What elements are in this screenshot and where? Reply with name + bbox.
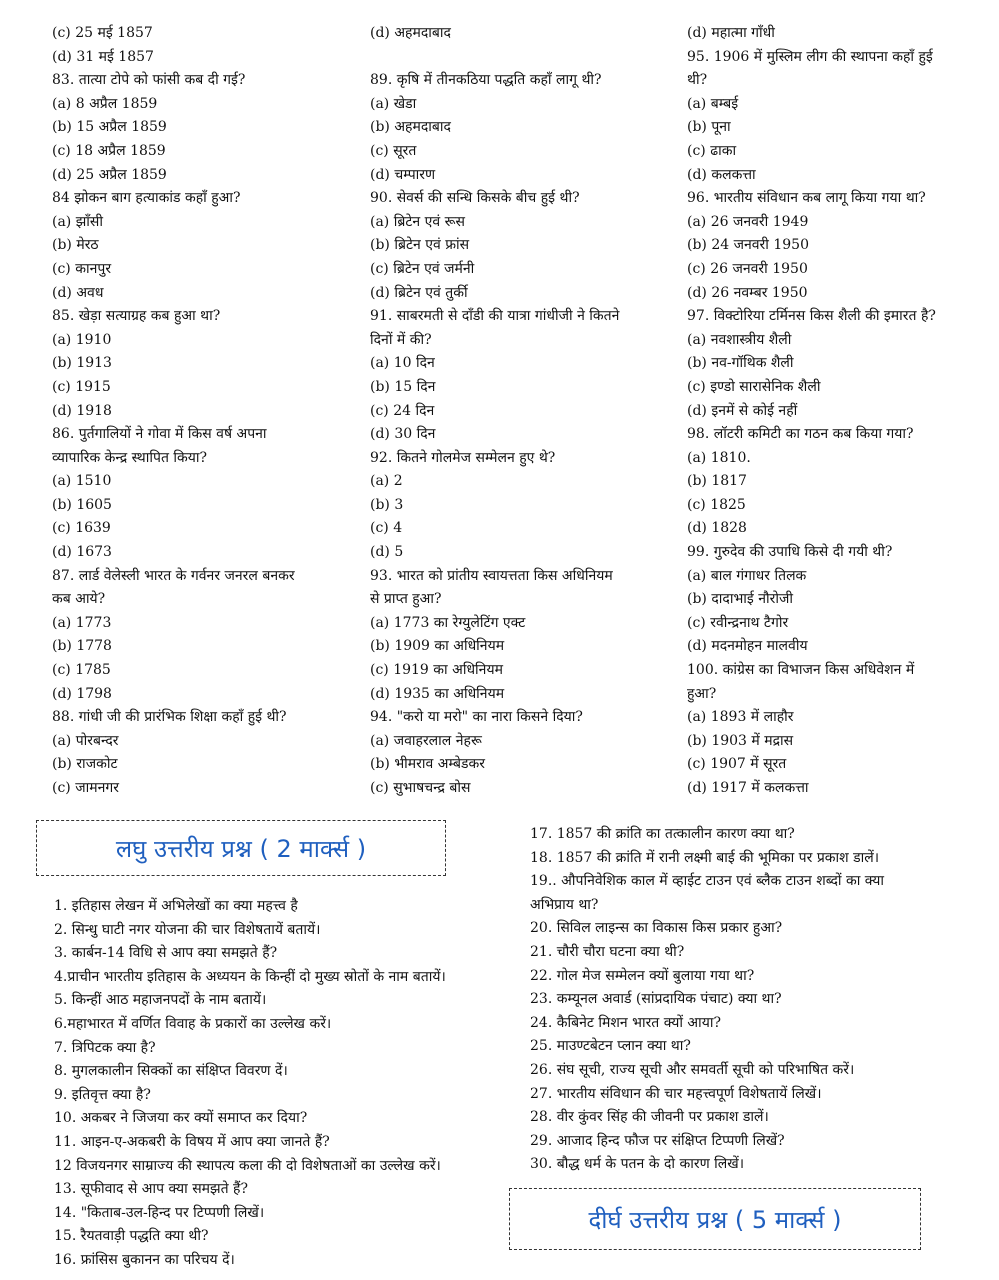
question-line: (a) 1510 [52, 473, 112, 490]
short-questions-right [530, 823, 884, 1177]
question-line: (d) 1935 का अधिनियम [370, 685, 505, 702]
question-line: (a) 1810. [687, 449, 751, 466]
question-line: (d) इनमें से कोई नहीं [687, 402, 798, 419]
question-line: 96. भारतीय संविधान कब लागू किया गया था? [687, 190, 926, 207]
question-line: 29. आजाद हिन्द फौज पर संक्षिप्त टिप्पणी लिखें? [530, 1132, 785, 1149]
question-line: 28. वीर कुंवर सिंह की जीवनी पर प्रकाश डालें। [530, 1109, 769, 1126]
question-line: (a) 10 दिन [370, 355, 435, 372]
question-line: 9. इतिवृत्त क्या है? [54, 1086, 151, 1103]
question-line: 2. सिन्धु घाटी नगर योजना की चार विशेषतायें बतायें। [54, 921, 321, 938]
question-line: 100. कांग्रेस का विभाजन किस अधिवेशन में [687, 662, 915, 679]
question-line: व्यापारिक केन्द्र स्थापित किया? [52, 449, 208, 466]
question-line: 98. लॉटरी कमिटी का गठन कब किया गया? [687, 426, 914, 443]
question-line: (b) 1605 [52, 496, 112, 513]
question-line: अभिप्राय था? [530, 896, 599, 913]
question-line: 14. "किताब-उल-हिन्द पर टिप्पणी लिखें। [54, 1204, 265, 1221]
question-line: (a) 8 अप्रैल 1859 [52, 95, 158, 112]
question-line: 16. फ्रांसिस बुकानन का परिचय दें। [54, 1251, 235, 1268]
question-line [370, 46, 619, 70]
question-line: (a) ब्रिटेन एवं रूस [370, 213, 465, 230]
question-line: (c) जामनगर [52, 780, 119, 796]
question-line: (c) 26 जनवरी 1950 [687, 260, 808, 277]
question-line: 1. इतिहास लेखन में अभिलेखों का क्या महत्त्व है [54, 898, 298, 914]
long-answer-heading: दीर्घ उत्तरीय प्रश्न ( 5 मार्क्स ) [588, 1205, 842, 1234]
question-line: (b) ब्रिटेन एवं फ्रांस [370, 237, 470, 254]
question-line: (c) 18 अप्रैल 1859 [52, 142, 166, 159]
short-answer-heading-box [36, 820, 446, 876]
question-line: (d) 1673 [52, 544, 112, 561]
question-line: (b) 15 दिन [370, 378, 436, 395]
question-line: (a) झाँसी [52, 213, 104, 230]
short-questions-left [54, 895, 446, 1273]
mcq-column-3 [687, 22, 936, 801]
question-line: 97. विक्टोरिया टर्मिनस किस शैली की इमारत है? [687, 308, 936, 325]
question-line: 13. सूफीवाद से आप क्या समझते हैं? [54, 1181, 248, 1198]
question-line: (d) 1828 [687, 520, 747, 537]
question-line: (b) 24 जनवरी 1950 [687, 237, 809, 254]
question-line: (c) 4 [370, 520, 403, 537]
question-line: (b) 1913 [52, 355, 112, 372]
question-line: (c) 1915 [52, 378, 111, 395]
question-line: 87. लार्ड वेलेस्ली भारत के गर्वनर जनरल बनकर [52, 567, 295, 584]
question-line: (a) 1773 [52, 614, 112, 631]
question-line: (c) इण्डो सारासेनिक शैली [687, 378, 821, 395]
question-line: (b) 1778 [52, 638, 112, 655]
question-line: 86. पुर्तगालियों ने गोवा में किस वर्ष अपना [52, 426, 267, 443]
question-line: (c) 1785 [52, 662, 111, 679]
question-line: 12 विजयनगर साम्राज्य की स्थापत्य कला की दो विशेषताओं का उल्लेख करें। [54, 1157, 441, 1174]
question-line: (b) नव-गॉथिक शैली [687, 355, 794, 372]
question-line: से प्राप्त हुआ? [370, 591, 442, 608]
question-line: हुआ? [687, 685, 717, 702]
mcq-column-1 [52, 22, 295, 801]
question-line: (c) 1907 में सूरत [687, 756, 787, 773]
question-line: (d) 25 अप्रैल 1859 [52, 166, 167, 183]
question-line: 89. कृषि में तीनकठिया पद्धति कहाँ लागू थी? [370, 72, 602, 89]
question-line: (c) सूरत [370, 142, 417, 159]
question-line: (a) पोरबन्दर [52, 732, 119, 749]
question-line: (a) 1773 का रेग्युलेटिंग एक्ट [370, 614, 526, 631]
question-line: (b) 15 अप्रैल 1859 [52, 119, 167, 136]
question-line: 7. त्रिपिटक क्या है? [54, 1039, 156, 1056]
question-line: 84 झोकन बाग हत्याकांड कहाँ हुआ? [52, 190, 241, 207]
question-line: (c) 25 मई 1857 [52, 25, 153, 41]
question-line: (b) दादाभाई नौरोजी [687, 591, 794, 608]
question-line: (d) कलकत्ता [687, 166, 756, 183]
question-line: (d) चम्पारण [370, 166, 436, 183]
question-line: (c) 1639 [52, 520, 111, 537]
question-line: (d) 26 नवम्बर 1950 [687, 284, 808, 301]
question-line: 26. संघ सूची, राज्य सूची और समवर्ती सूची को परिभाषित करें। [530, 1061, 855, 1078]
question-line: 95. 1906 में मुस्लिम लीग की स्थापना कहाँ हुई [687, 48, 933, 65]
question-line: (b) पूना [687, 119, 731, 136]
question-line: 5. किन्हीं आठ महाजनपदों के नाम बतायें। [54, 992, 267, 1009]
question-line: (b) 1817 [687, 473, 747, 490]
question-line: 20. सिविल लाइन्स का विकास किस प्रकार हुआ? [530, 920, 783, 937]
question-line: (d) महात्मा गाँधी [687, 25, 775, 41]
question-line: दिनों में की? [370, 331, 432, 348]
mcq-column-2 [370, 22, 619, 801]
question-line: (b) अहमदाबाद [370, 119, 451, 136]
question-line: 90. सेवर्स की सन्धि किसके बीच हुई थी? [370, 190, 580, 207]
question-line: (d) 1917 में कलकत्ता [687, 780, 809, 796]
question-line: (c) ढाका [687, 142, 737, 159]
question-line: 23. कम्यूनल अवार्ड (सांप्रदायिक पंचाट) क्या था? [530, 991, 782, 1008]
question-line: (d) 1918 [52, 402, 112, 419]
question-line: (d) ब्रिटेन एवं तुर्की [370, 284, 468, 301]
question-line: (c) कानपुर [52, 260, 112, 277]
question-line: (d) अहमदाबाद [370, 25, 451, 41]
question-line: (b) राजकोट [52, 756, 118, 773]
question-line: (b) भीमराव अम्बेडकर [370, 756, 485, 773]
question-line: (a) 1910 [52, 331, 112, 348]
question-line: (c) 1825 [687, 496, 746, 513]
question-line: (d) 30 दिन [370, 426, 436, 443]
question-line: (b) 3 [370, 496, 404, 513]
question-line: 22. गोल मेज सम्मेलन क्यों बुलाया गया था? [530, 967, 755, 984]
question-line: 18. 1857 की क्रांति में रानी लक्ष्मी बाई की भूमिका पर प्रकाश डालें। [530, 849, 880, 866]
question-line: (c) सुभाषचन्द्र बोस [370, 780, 471, 796]
question-line: (d) 1798 [52, 685, 112, 702]
question-line: 8. मुगलकालीन सिक्कों का संक्षिप्त विवरण दें। [54, 1063, 288, 1080]
question-line: कब आये? [52, 591, 106, 608]
question-line: 6.महाभारत में वर्णित विवाह के प्रकारों का उल्लेख करें। [54, 1015, 332, 1032]
question-line: (b) 1909 का अधिनियम [370, 638, 505, 655]
question-line: (a) बम्बई [687, 95, 739, 112]
question-line: 11. आइन-ए-अकबरी के विषय में आप क्या जानते हैं? [54, 1133, 330, 1150]
question-line: 88. गांधी जी की प्रारंभिक शिक्षा कहाँ हुई थी? [52, 709, 287, 726]
question-line: 17. 1857 की क्रांति का तत्कालीन कारण क्या था? [530, 826, 795, 842]
question-line: (d) मदनमोहन मालवीय [687, 638, 808, 655]
question-line: (a) 2 [370, 473, 403, 490]
question-line: (d) अवध [52, 284, 104, 301]
question-line: 30. बौद्ध धर्म के पतन के दो कारण लिखें। [530, 1156, 745, 1173]
question-line: (b) 1903 में मद्रास [687, 732, 794, 749]
question-line: (a) बाल गंगाधर तिलक [687, 567, 807, 584]
question-line: 93. भारत को प्रांतीय स्वायत्तता किस अधिनियम [370, 567, 613, 584]
question-line: 4.प्राचीन भारतीय इतिहास के अध्ययन के किन्हीं दो मुख्य स्रोतों के नाम बतायें। [54, 968, 446, 985]
question-line: (a) जवाहरलाल नेहरू [370, 732, 482, 749]
question-line: (a) 1893 में लाहौर [687, 709, 794, 726]
question-line: थी? [687, 72, 708, 89]
question-line: 92. कितने गोलमेज सम्मेलन हुए थे? [370, 449, 556, 466]
question-line: 25. माउण्टबेटन प्लान क्या था? [530, 1038, 691, 1055]
question-line: (c) 1919 का अधिनियम [370, 662, 503, 679]
question-line: 10. अकबर ने जिजया कर क्यों समाप्त कर दिया? [54, 1110, 308, 1127]
question-line: 85. खेड़ा सत्याग्रह कब हुआ था? [52, 308, 221, 325]
question-line: 94. "करो या मरो" का नारा किसने दिया? [370, 709, 583, 726]
question-line: 3. कार्बन-14 विधि से आप क्या समझते हैं? [54, 945, 278, 962]
question-line: (d) 31 मई 1857 [52, 48, 154, 65]
question-line: (b) मेरठ [52, 237, 99, 254]
short-answer-heading: लघु उत्तरीय प्रश्न ( 2 मार्क्स ) [115, 834, 367, 863]
question-line: (c) रवीन्द्रनाथ टैगोर [687, 614, 789, 631]
question-line: (a) 26 जनवरी 1949 [687, 213, 809, 230]
question-line: 27. भारतीय संविधान की चार महत्त्वपूर्ण विशेषतायें लिखें। [530, 1085, 822, 1102]
question-line: (a) नवशास्त्रीय शैली [687, 331, 792, 348]
question-line: 21. चौरी चौरा घटना क्या थी? [530, 943, 685, 960]
question-line: (c) 24 दिन [370, 402, 435, 419]
question-line: (d) 5 [370, 544, 404, 561]
question-line: 15. रैयतवाड़ी पद्धति क्या थी? [54, 1228, 209, 1245]
question-line: 83. तात्या टोपे को फांसी कब दी गई? [52, 72, 246, 89]
long-answer-heading-box [509, 1188, 921, 1250]
question-line: 24. कैबिनेट मिशन भारत क्यों आया? [530, 1014, 721, 1031]
question-line: 19.. औपनिवेशिक काल में व्हाईट टाउन एवं ब्लैक टाउन शब्दों का क्या [530, 873, 885, 890]
question-line: (c) ब्रिटेन एवं जर्मनी [370, 260, 475, 277]
question-line: (a) खेडा [370, 95, 417, 112]
question-line: 91. साबरमती से दाँडी की यात्रा गांधीजी ने कितने [370, 308, 620, 325]
question-line: 99. गुरुदेव की उपाधि किसे दी गयी थी? [687, 544, 893, 561]
